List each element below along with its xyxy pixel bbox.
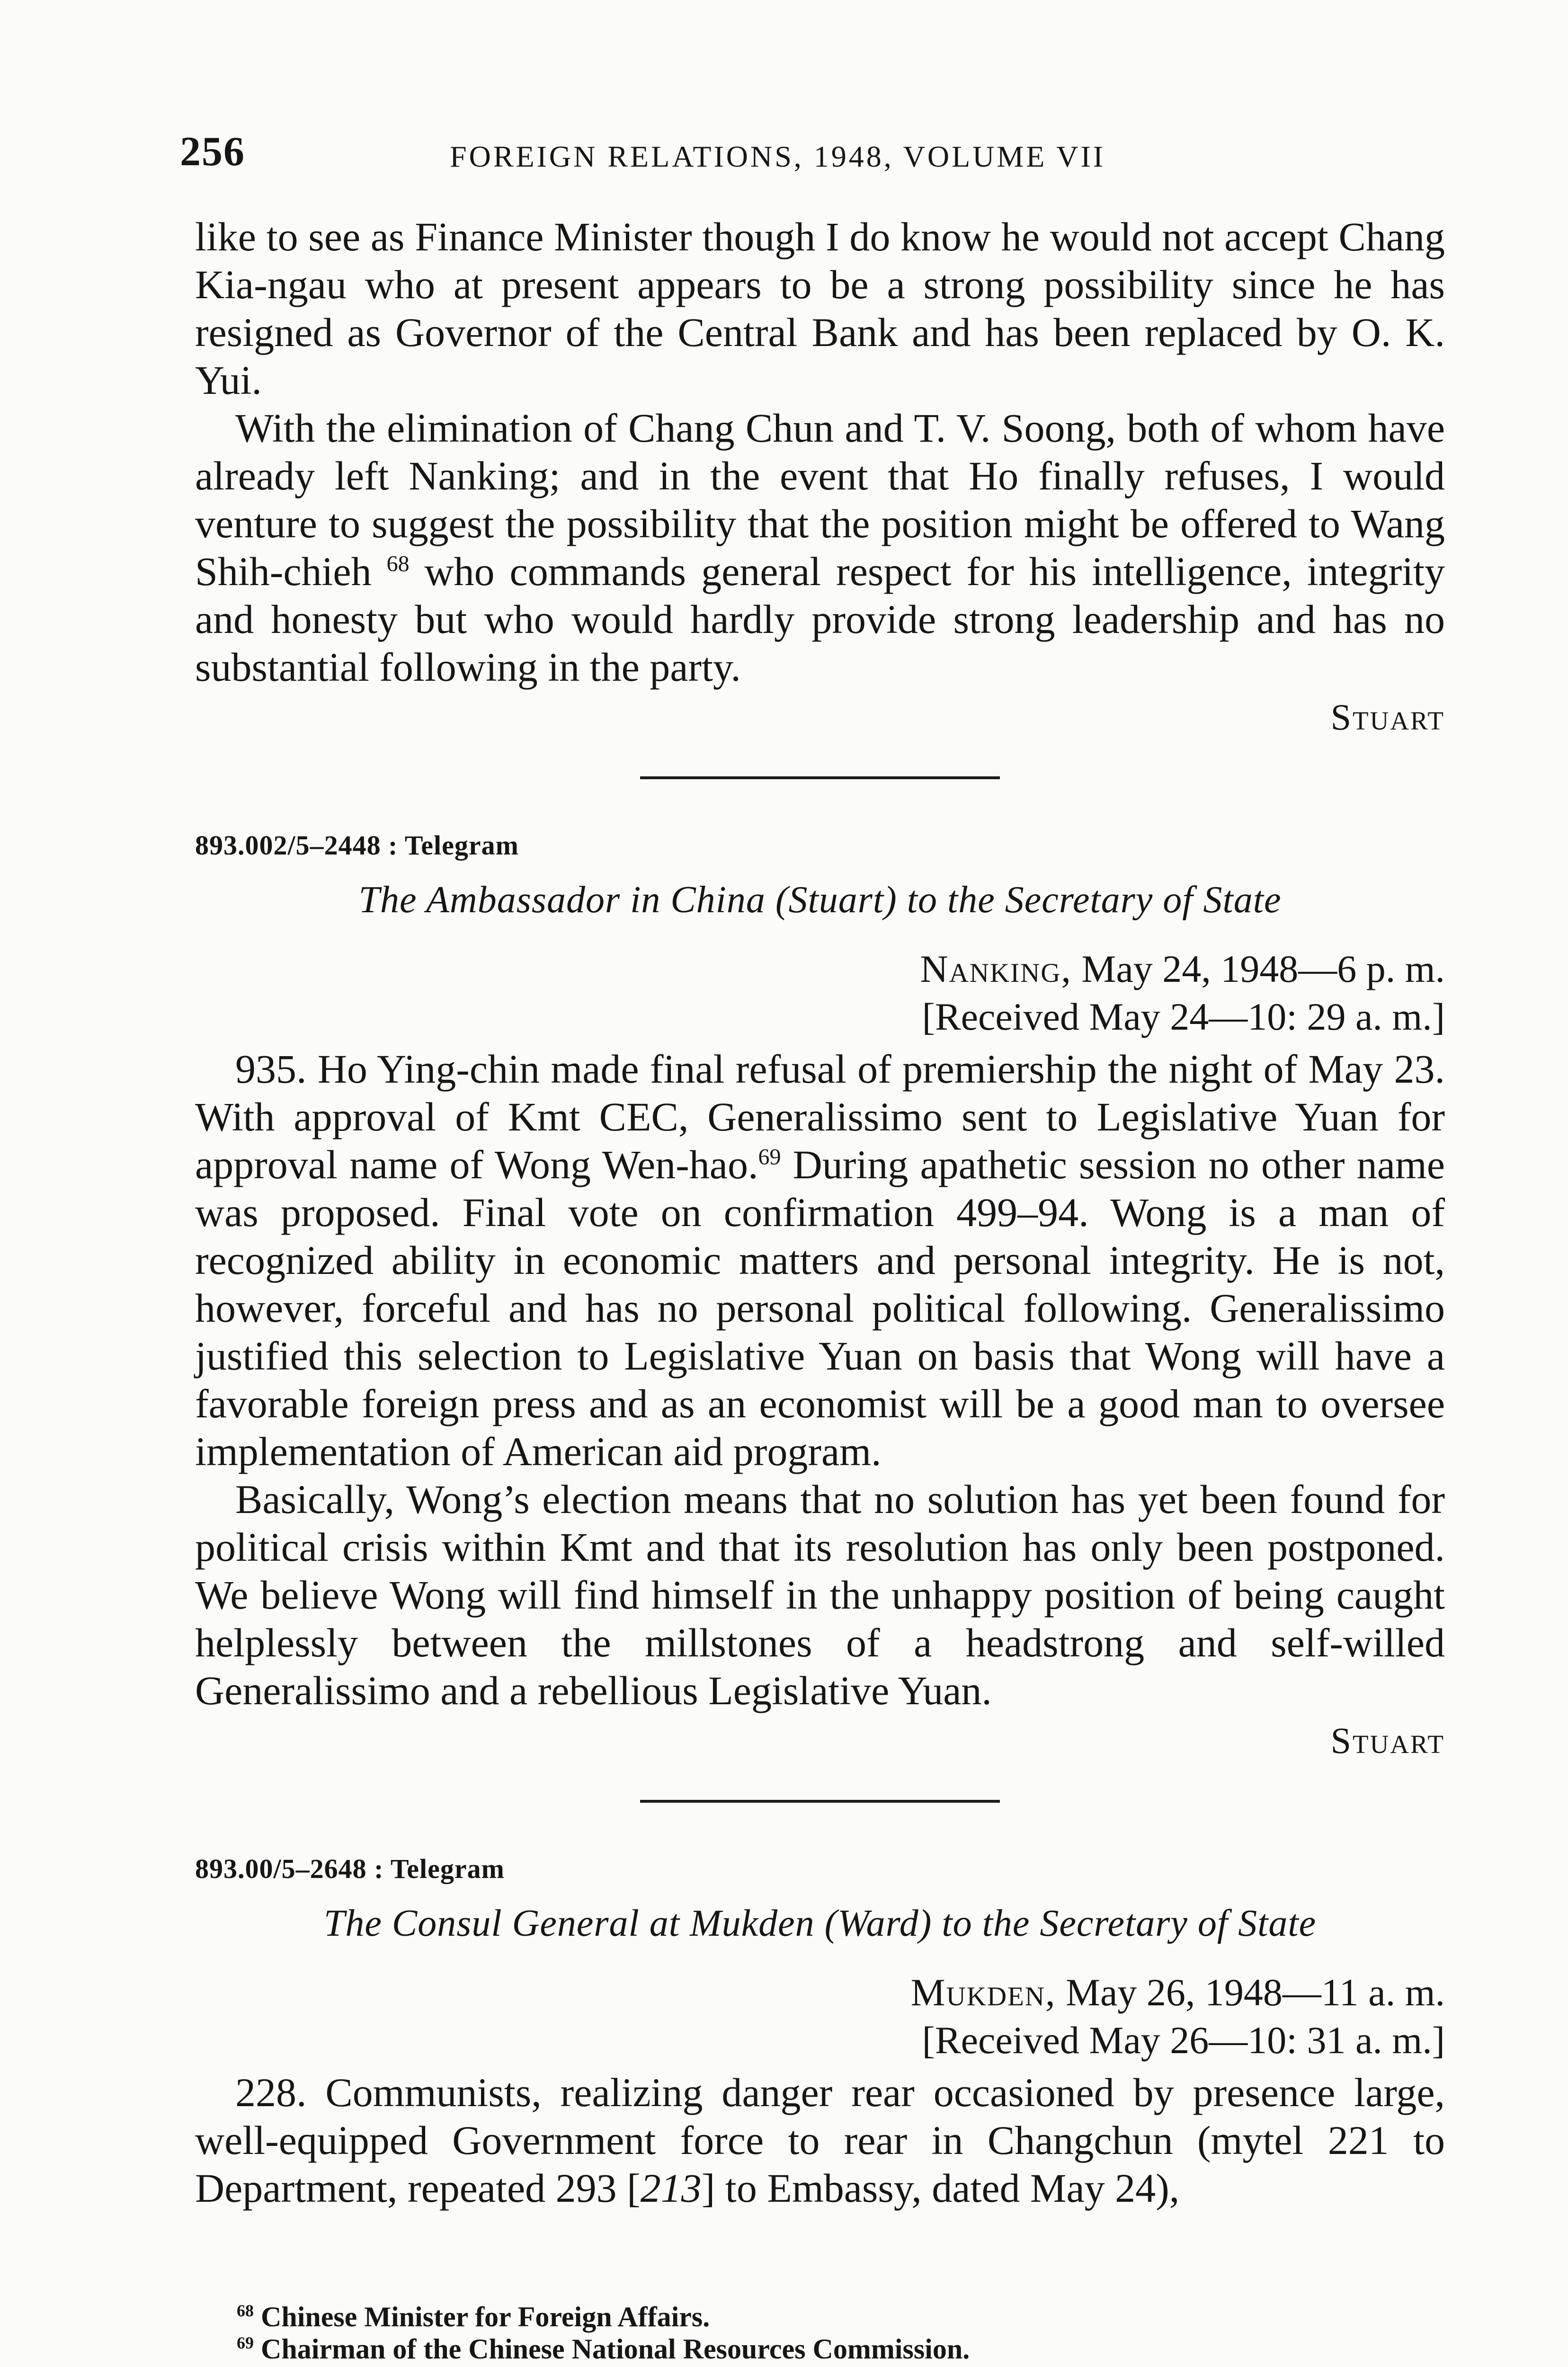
dateline-date-1: May 24, 1948—6 p. m. (1071, 947, 1445, 990)
continuation-paragraph-2 (195, 404, 1445, 691)
doc2-italic-number: 213 (640, 2165, 702, 2211)
dateline-place-2: Mukden, (910, 1971, 1056, 2014)
running-title: FOREIGN RELATIONS, 1948, VOLUME VII (450, 140, 1106, 173)
section-divider-2 (640, 1800, 1000, 1803)
doc2-paragraph-1 (195, 2069, 1445, 2212)
document-title-2: The Consul General at Mukden (Ward) to the Secretary of State (323, 1903, 1317, 1944)
dateline-1 (195, 945, 1445, 993)
footnote-ref-69: 69 (758, 1144, 781, 1170)
doc1-paragraph-2: Basically, Wong’s election means that no solution has yet been found for political crisis within Kmt and that its resolution has only been postponed. We believe Wong will find himself in the unhappy position of being caught helplessly between the millstones of a headstrong and self-willed Generalissimo and a rebellious Legislative Yuan. (195, 1477, 1445, 1713)
received-line-1: [Received May 24—10: 29 a. m.] (922, 995, 1445, 1038)
dateline-place-1: Nanking, (920, 947, 1072, 990)
doc1-paragraph-1 (195, 1045, 1445, 1476)
doc2-paragraph-1-rest: ] to Embassy, dated May 24), (701, 2165, 1180, 2211)
footnote-text-68: Chinese Minister for Foreign Affairs. (254, 2301, 710, 2332)
section-divider-1 (640, 776, 1000, 779)
footnote-text-69: Chairman of the Chinese National Resources Commission. (254, 2333, 970, 2365)
dateline-2 (195, 1968, 1445, 2016)
page-number: 256 (180, 129, 245, 175)
doc2-paragraph-1-text: 228. Communists, realizing danger rear occasioned by presence large, well-equipped Government force to rear in Changchun (mytel 221 to Department, repeated 293 [ (195, 2070, 1445, 2211)
footnote-68 (237, 2301, 1420, 2333)
footnote-mark-68: 68 (237, 2301, 254, 2320)
document-title-1: The Ambassador in China (Stuart) to the Secretary of State (358, 879, 1282, 921)
dateline-date-2: May 26, 1948—11 a. m. (1056, 1971, 1445, 2014)
footnotes (237, 2301, 1420, 2365)
doc1-paragraph-1-text: 935. Ho Ying-chin made final refusal of premiership the night of May 23. With approval of Kmt CEC, Generalissimo sent to Legislative Yuan for approval name of Wong Wen-hao. (195, 1046, 1445, 1187)
file-reference-1: 893.002/5–2448 : Telegram (195, 830, 519, 861)
signature-stuart-1: Stuart (1330, 696, 1445, 738)
footnote-69 (237, 2333, 1420, 2365)
page-header (180, 128, 1449, 180)
page-body (195, 213, 1445, 2212)
file-reference-2: 893.00/5–2648 : Telegram (195, 1853, 505, 1884)
continuation-paragraph-2-text: With the elimination of Chang Chun and T. V. Soong, both of whom have already left Nanking; and in the event that Ho finally refuses, I would venture to suggest the possibility that the position might be offered to Wang Shih-chieh (195, 405, 1445, 594)
footnote-mark-69: 69 (237, 2333, 254, 2352)
doc1-paragraph-1-rest: During apathetic session no other name was proposed. Final vote on confirmation 499–94. Wong is a man of recognized ability in economic matters and personal integrity. He is not, however, forceful and has no personal political following. Generalissimo justified this selection to Legislative Yuan on basis that Wong will have a favorable foreign press and as an economist will be a good man to oversee implementation of American aid program. (195, 1142, 1445, 1474)
footnote-ref-68: 68 (386, 551, 410, 577)
continuation-paragraph-2-rest: who commands general respect for his intelligence, integrity and honesty but who would hardly provide strong leadership and has no substantial following in the party. (195, 549, 1445, 690)
continuation-paragraph-1: like to see as Finance Minister though I do know he would not accept Chang Kia-ngau who at present appears to be a strong possibility since he has resigned as Governor of the Central Bank and has been replaced by O. K. Yui. (195, 214, 1445, 403)
signature-stuart-2: Stuart (1330, 1720, 1445, 1761)
received-line-2: [Received May 26—10: 31 a. m.] (922, 2019, 1445, 2062)
